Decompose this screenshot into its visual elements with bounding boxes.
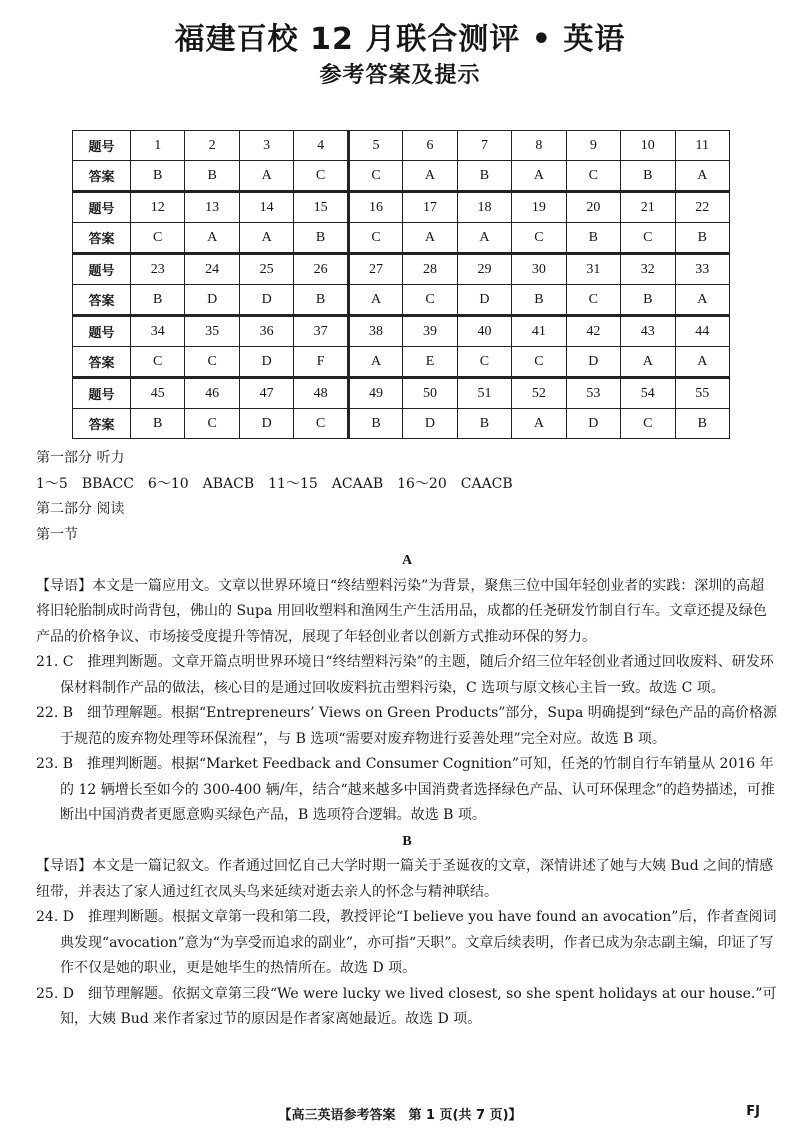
answer-cell: C	[566, 161, 620, 192]
question-number-cell: 30	[512, 254, 566, 285]
question-number-cell: 7	[457, 131, 511, 161]
answer-cell: C	[131, 347, 185, 378]
answer-cell: F	[294, 347, 348, 378]
part1-answers: 1～5 BBACC 6～10 ABACB 11～15 ACAAB 16～20 CAACB	[36, 475, 513, 492]
question-number-cell: 55	[675, 378, 729, 409]
answer-cell: D	[185, 285, 239, 316]
question-number-cell: 8	[512, 131, 566, 161]
answer-cell: B	[131, 161, 185, 192]
answer-cell: A	[348, 347, 402, 378]
question-number-cell: 23	[131, 254, 185, 285]
question-number-cell: 28	[403, 254, 457, 285]
document-subtitle: 参考答案及提示	[319, 63, 481, 88]
question-number-cell: 14	[239, 192, 293, 223]
row-header-answer: 答案	[73, 161, 131, 192]
answer-cell: D	[457, 285, 511, 316]
question-21-explanation: 21. C 推理判断题。文章开篇点明世界环境日“终结塑料污染”的主题，随后介绍三位年轻创业者通过回收废料、研发环保材料制作产品的做法，核心目的是通过回收废料抗击塑料污染，C 选项与原文核心主旨一致。故选 C 项。	[36, 654, 774, 696]
question-number-cell: 48	[294, 378, 348, 409]
question-number-cell: 3	[239, 131, 293, 161]
question-number-cell: 24	[185, 254, 239, 285]
passage-a-label: A	[401, 553, 413, 568]
answer-cell: B	[294, 285, 348, 316]
part2-subsection: 第一节	[36, 526, 78, 543]
answer-cell: C	[457, 347, 511, 378]
answer-cell: E	[403, 347, 457, 378]
answer-cell: A	[403, 161, 457, 192]
answer-cell: B	[457, 409, 511, 439]
region-code: FJ	[746, 1104, 760, 1119]
question-number-row	[73, 378, 730, 409]
question-number-cell: 22	[675, 192, 729, 223]
question-number-cell: 40	[457, 316, 511, 347]
answer-cell: D	[566, 347, 620, 378]
answer-cell: C	[131, 223, 185, 254]
question-number-cell: 34	[131, 316, 185, 347]
question-number-cell: 29	[457, 254, 511, 285]
answer-table	[72, 130, 730, 439]
answer-cell: B	[621, 285, 675, 316]
passage-a-intro: 【导语】本文是一篇应用文。文章以世界环境日“终结塑料污染”为背景，聚焦三位中国年轻创业者的实践：深圳的高超将旧轮胎制成时尚背包，佛山的 Supa 用回收塑料和渔网生产生活用品，成都的任尧研发竹制自行车。文章还提及绿色产品的价格争议、市场接受度提升等情况，展现了年轻创业者以创新方式推动环保的努力。	[36, 577, 767, 645]
question-number-cell: 18	[457, 192, 511, 223]
question-22-explanation: 22. B 细节理解题。根据“Entrepreneurs’ Views on Green Products”部分，Supa 明确提到“绿色产品的高价格源于规范的废弃物处理等环保流程”，与 B 选项“需要对废弃物进行妥善处理”完全对应。故选 B 项。	[36, 705, 777, 747]
answer-cell: A	[185, 223, 239, 254]
question-number-row	[73, 192, 730, 223]
question-number-cell: 15	[294, 192, 348, 223]
row-header-number: 题号	[73, 254, 131, 285]
question-number-cell: 19	[512, 192, 566, 223]
question-number-cell: 4	[294, 131, 348, 161]
question-number-cell: 50	[403, 378, 457, 409]
answer-cell: A	[621, 347, 675, 378]
answer-cell: C	[512, 347, 566, 378]
question-number-cell: 10	[621, 131, 675, 161]
answer-row	[73, 285, 730, 316]
passage-b-label: B	[402, 833, 412, 849]
question-number-cell: 20	[566, 192, 620, 223]
question-number-cell: 54	[621, 378, 675, 409]
answer-cell: B	[675, 223, 729, 254]
question-number-cell: 52	[512, 378, 566, 409]
answer-cell: D	[239, 409, 293, 439]
row-header-answer: 答案	[73, 223, 131, 254]
answer-cell: A	[403, 223, 457, 254]
question-number-cell: 21	[621, 192, 675, 223]
question-number-cell: 26	[294, 254, 348, 285]
question-number-cell: 9	[566, 131, 620, 161]
answer-cell: C	[348, 161, 402, 192]
answer-cell: D	[566, 409, 620, 439]
answer-cell: C	[348, 223, 402, 254]
answer-cell: C	[621, 223, 675, 254]
question-number-cell: 17	[403, 192, 457, 223]
answer-cell: B	[294, 223, 348, 254]
answer-cell: D	[239, 285, 293, 316]
answer-cell: B	[457, 161, 511, 192]
row-header-number: 题号	[73, 131, 131, 161]
question-24-explanation: 24. D 推理判断题。根据文章第一段和第二段，教授评论“I believe you have found an avocation”后，作者查阅词典发现“avocation”意为“为享受而追求的副业”，亦可指“天职”。文章后续表明，作者已成为杂志副主编，印证了写作不仅是她的职业，更是她毕生的热情所在。故选 D 项。	[36, 909, 777, 976]
question-number-cell: 6	[403, 131, 457, 161]
question-number-cell: 37	[294, 316, 348, 347]
page-footer: 【高三英语参考答案 第 1 页(共 7 页)】	[278, 1108, 522, 1123]
question-number-cell: 33	[675, 254, 729, 285]
answer-cell: A	[457, 223, 511, 254]
question-number-cell: 44	[675, 316, 729, 347]
answer-row	[73, 161, 730, 192]
answer-cell: C	[185, 347, 239, 378]
answer-cell: C	[566, 285, 620, 316]
answer-cell: A	[675, 285, 729, 316]
question-number-cell: 12	[131, 192, 185, 223]
question-number-cell: 1	[131, 131, 185, 161]
answer-row	[73, 409, 730, 439]
question-number-cell: 13	[185, 192, 239, 223]
row-header-answer: 答案	[73, 285, 131, 316]
answer-cell: B	[621, 161, 675, 192]
document-title: 福建百校 12 月联合测评 • 英语	[174, 22, 626, 57]
answer-cell: B	[512, 285, 566, 316]
row-header-number: 题号	[73, 316, 131, 347]
answer-explanations	[36, 446, 778, 1033]
question-number-cell: 39	[403, 316, 457, 347]
question-number-cell: 35	[185, 316, 239, 347]
answer-cell: D	[239, 347, 293, 378]
row-header-answer: 答案	[73, 347, 131, 378]
row-header-answer: 答案	[73, 409, 131, 439]
question-number-cell: 53	[566, 378, 620, 409]
question-number-cell: 51	[457, 378, 511, 409]
answer-row	[73, 347, 730, 378]
question-number-cell: 41	[512, 316, 566, 347]
question-number-cell: 31	[566, 254, 620, 285]
question-number-cell: 43	[621, 316, 675, 347]
question-number-cell: 27	[348, 254, 402, 285]
answer-cell: C	[403, 285, 457, 316]
row-header-number: 题号	[73, 378, 131, 409]
question-number-cell: 11	[675, 131, 729, 161]
question-number-cell: 5	[348, 131, 402, 161]
question-number-cell: 25	[239, 254, 293, 285]
answer-cell: A	[512, 409, 566, 439]
answer-cell: B	[348, 409, 402, 439]
answer-cell: B	[131, 409, 185, 439]
question-number-cell: 36	[239, 316, 293, 347]
answer-cell: B	[185, 161, 239, 192]
answer-cell: A	[239, 161, 293, 192]
answer-cell: C	[621, 409, 675, 439]
answer-cell: C	[294, 409, 348, 439]
answer-cell: A	[348, 285, 402, 316]
passage-b-intro: 【导语】本文是一篇记叙文。作者通过回忆自己大学时期一篇关于圣诞夜的文章，深情讲述了她与大姨 Bud 之间的情感纽带，并表达了家人通过红衣凤头鸟来延续对逝去亲人的怀念与精神联结。	[36, 858, 774, 900]
question-number-cell: 42	[566, 316, 620, 347]
answer-cell: A	[675, 161, 729, 192]
question-number-cell: 16	[348, 192, 402, 223]
question-number-cell: 45	[131, 378, 185, 409]
question-23-explanation: 23. B 推理判断题。根据“Market Feedback and Consumer Cognition”可知，任尧的竹制自行车销量从 2016 年的 12 辆增长至如今的 300-400 辆/年，结合“越来越多中国消费者选择绿色产品、认可环保理念”的趋势描述，可推断出中国消费者更愿意购买绿色产品，B 选项符合逻辑。故选 B 项。	[36, 756, 775, 823]
answer-cell: C	[512, 223, 566, 254]
answer-cell: A	[675, 347, 729, 378]
question-number-row	[73, 131, 730, 161]
answer-cell: D	[403, 409, 457, 439]
question-number-cell: 49	[348, 378, 402, 409]
question-number-row	[73, 254, 730, 285]
question-25-explanation: 25. D 细节理解题。依据文章第三段“We were lucky we lived closest, so she spent holidays at our house.”可知，大姨 Bud 来作者家过节的原因是作者家离她最近。故选 D 项。	[36, 985, 777, 1027]
question-number-cell: 46	[185, 378, 239, 409]
answer-cell: C	[294, 161, 348, 192]
answer-cell: C	[185, 409, 239, 439]
answer-cell: B	[131, 285, 185, 316]
answer-row	[73, 223, 730, 254]
row-header-number: 题号	[73, 192, 131, 223]
part2-title: 第二部分 阅读	[36, 501, 125, 517]
question-number-cell: 2	[185, 131, 239, 161]
question-number-cell: 32	[621, 254, 675, 285]
answer-cell: A	[239, 223, 293, 254]
question-number-cell: 38	[348, 316, 402, 347]
part1-title: 第一部分 听力	[36, 450, 125, 466]
answer-cell: B	[675, 409, 729, 439]
question-number-row	[73, 316, 730, 347]
answer-cell: B	[566, 223, 620, 254]
question-number-cell: 47	[239, 378, 293, 409]
answer-cell: A	[512, 161, 566, 192]
